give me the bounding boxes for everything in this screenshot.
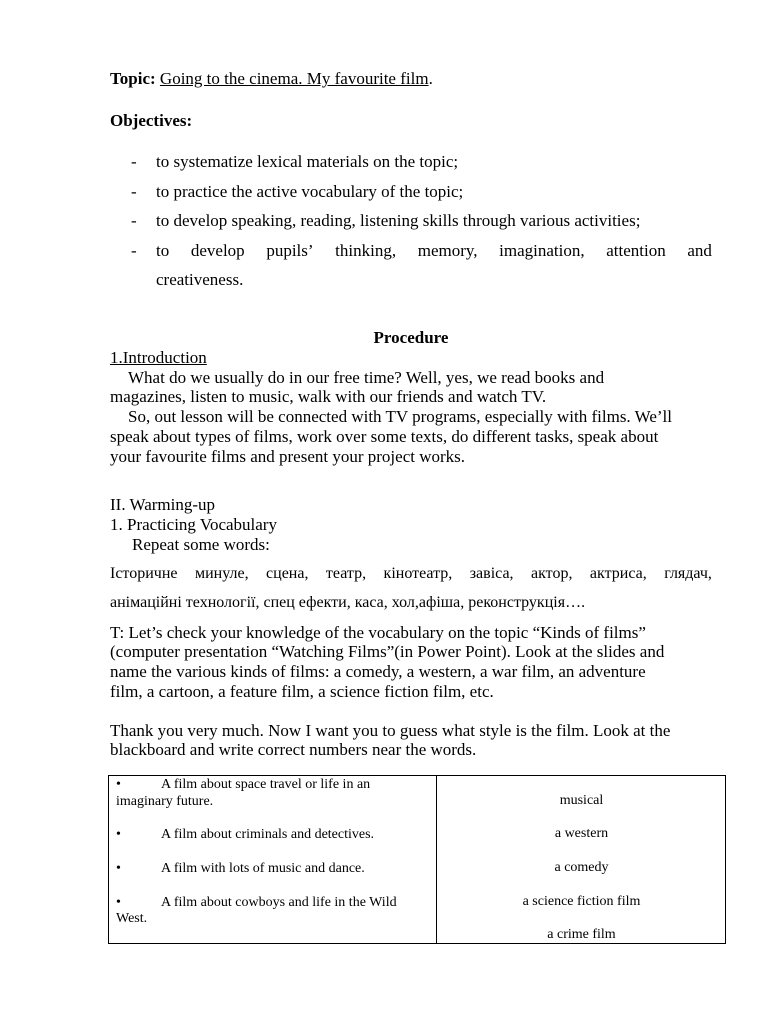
teacher-line-1: T: Let’s check your knowledge of the vocabulary on the topic “Kinds of films” xyxy=(110,623,646,642)
definition-1-line-2: imaginary future. xyxy=(116,794,214,809)
objectives-heading: Objectives: xyxy=(110,111,193,130)
intro-line-3: So, out lesson will be connected with TV programs, especially with films. We’ll xyxy=(128,407,672,426)
film-type-comedy: a comedy xyxy=(554,860,609,875)
word: кінотеатр, xyxy=(383,565,453,582)
definition-3: A film with lots of music and dance. xyxy=(161,861,365,876)
objective-item-2: to practice the active vocabulary of the topic; xyxy=(156,182,464,201)
objective-item-1: to systematize lexical materials on the topic; xyxy=(156,152,459,171)
word: завіса, xyxy=(469,565,514,582)
film-type-science-fiction: a science fiction film xyxy=(522,894,641,909)
table-bullet: • xyxy=(116,827,121,842)
film-type-western: a western xyxy=(554,826,609,841)
objective-item-4-cont: creativeness. xyxy=(156,270,244,289)
word: memory, xyxy=(417,241,478,260)
definition-4-line-1: A film about cowboys and life in the Wild xyxy=(161,895,397,910)
definition-4-line-2: West. xyxy=(116,911,148,926)
task-line-1: Thank you very much. Now I want you to guess what style is the film. Look at the xyxy=(110,721,671,740)
topic-label: Topic: xyxy=(110,69,156,88)
film-type-crime: a crime film xyxy=(547,927,616,942)
vocabulary-words-line-2: анімаційні технології, спец ефекти, каса, хол,афіша, реконструкція…. xyxy=(110,594,586,611)
word: develop xyxy=(190,241,245,260)
practicing-vocabulary-heading: 1. Practicing Vocabulary xyxy=(110,515,277,534)
word: to xyxy=(156,241,170,260)
warming-up-heading: II. Warming-up xyxy=(110,495,216,514)
topic-text: Going to the cinema. My favourite film xyxy=(159,69,429,88)
teacher-line-3: name the various kinds of films: a comedy, a western, a war film, an adventure xyxy=(110,662,646,681)
word: театр, xyxy=(325,565,367,582)
word: минуле, xyxy=(194,565,249,582)
word: сцена, xyxy=(266,565,309,582)
introduction-heading: 1.Introduction xyxy=(110,348,207,367)
table-bullet: • xyxy=(116,895,121,910)
objective-dash: - xyxy=(131,211,137,230)
word: актриса, xyxy=(589,565,647,582)
table-bullet: • xyxy=(116,777,121,792)
teacher-line-2: (computer presentation “Watching Films”(in Power Point). Look at the slides and xyxy=(110,642,665,661)
intro-line-4: speak about types of films, work over some texts, do different tasks, speak about xyxy=(110,427,659,446)
objective-dash: - xyxy=(131,241,137,260)
word: Історичне xyxy=(110,565,178,582)
word: and xyxy=(687,241,712,260)
task-line-2: blackboard and write correct numbers near the words. xyxy=(110,740,477,759)
procedure-heading: Procedure xyxy=(373,328,449,347)
word: thinking, xyxy=(335,241,397,260)
objective-item-4 xyxy=(156,241,712,261)
word: глядач, xyxy=(664,565,712,582)
vocabulary-words-line-1 xyxy=(110,565,712,583)
intro-line-5: your favourite films and present your project works. xyxy=(110,447,466,466)
intro-line-2: magazines, listen to music, walk with our friends and watch TV. xyxy=(110,387,547,406)
topic-line xyxy=(110,69,433,89)
objective-dash: - xyxy=(131,182,137,201)
definition-2: A film about criminals and detectives. xyxy=(161,827,375,842)
repeat-instruction: Repeat some words: xyxy=(132,535,270,554)
teacher-line-4: film, a cartoon, a feature film, a science fiction film, etc. xyxy=(110,682,494,701)
objective-item-3: to develop speaking, reading, listening skills through various activities; xyxy=(156,211,641,230)
intro-line-1: What do we usually do in our free time? Well, yes, we read books and xyxy=(128,368,605,387)
topic-period: . xyxy=(428,69,433,88)
word: imagination, xyxy=(499,241,585,260)
word: attention xyxy=(606,241,666,260)
definition-1-line-1: A film about space travel or life in an xyxy=(161,777,371,792)
objective-dash: - xyxy=(131,152,137,171)
word: pupils’ xyxy=(266,241,314,260)
table-bullet: • xyxy=(116,861,121,876)
film-type-musical: musical xyxy=(559,793,604,808)
word: актор, xyxy=(531,565,573,582)
